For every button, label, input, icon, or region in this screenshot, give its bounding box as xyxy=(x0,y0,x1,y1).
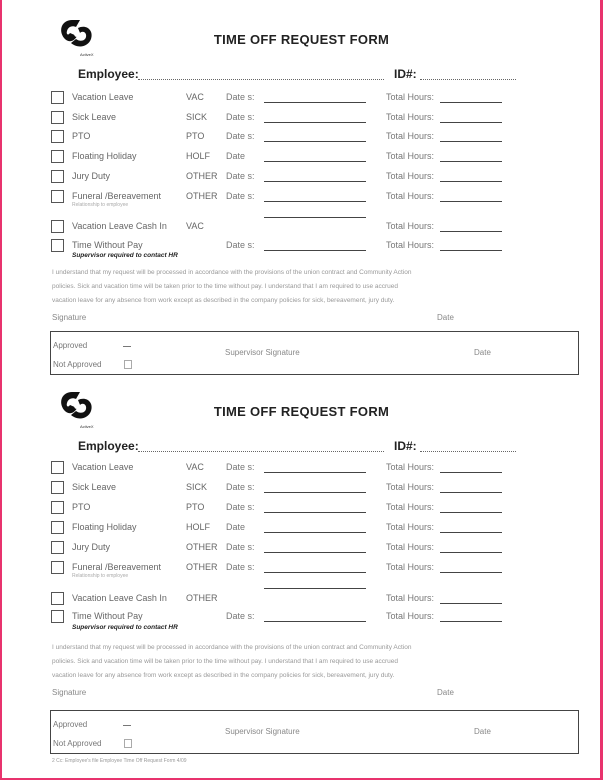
total-hours-field[interactable] xyxy=(440,552,502,553)
sick-checkbox[interactable] xyxy=(51,481,64,494)
not-approved-label: Not Approved xyxy=(53,360,102,369)
pto-checkbox[interactable] xyxy=(51,130,64,143)
dates-label: Date s: xyxy=(226,92,255,102)
jury-duty-checkbox[interactable] xyxy=(51,170,64,183)
footer-note: 2 Cc: Employee's file Employee Time Off Request Form 4/09 xyxy=(52,758,187,764)
leave-type-label: Vacation Leave xyxy=(72,462,134,472)
id-label: ID#: xyxy=(394,439,417,453)
funeral-checkbox[interactable] xyxy=(51,561,64,574)
id-field[interactable] xyxy=(420,451,516,452)
leave-row-funeral xyxy=(0,190,603,206)
supervisor-signature-label: Supervisor Signature xyxy=(225,727,300,736)
leave-row-sick xyxy=(0,481,603,497)
approval-box xyxy=(50,331,579,375)
approved-mark[interactable] xyxy=(123,725,131,726)
leave-code: PTO xyxy=(186,502,205,512)
dates-field-2[interactable] xyxy=(264,217,366,218)
policy-paragraph xyxy=(52,641,552,683)
dates-field[interactable] xyxy=(264,572,366,573)
dates-label: Date s: xyxy=(226,191,255,201)
policy-paragraph xyxy=(52,266,552,308)
leave-code: VAC xyxy=(186,221,204,231)
leave-code: PTO xyxy=(186,131,205,141)
total-hours-label: Total Hours: xyxy=(386,562,435,572)
approval-date-label: Date xyxy=(474,727,491,736)
leave-row-pto xyxy=(0,130,603,146)
dates-label: Date s: xyxy=(226,112,255,122)
approval-box xyxy=(50,710,579,754)
dates-label: Date s: xyxy=(226,131,255,141)
leave-code: OTHER xyxy=(186,191,218,201)
total-hours-field[interactable] xyxy=(440,621,502,622)
leave-row-floating-holiday xyxy=(0,521,603,537)
leave-code: SICK xyxy=(186,112,208,122)
employee-field[interactable] xyxy=(138,451,384,452)
leave-row-jury-duty xyxy=(0,541,603,557)
jury-duty-checkbox[interactable] xyxy=(51,541,64,554)
funeral-checkbox[interactable] xyxy=(51,190,64,203)
leave-code: VAC xyxy=(186,92,204,102)
dates-field[interactable] xyxy=(264,250,366,251)
approval-date-label: Date xyxy=(474,348,491,357)
leave-type-label: Floating Holiday xyxy=(72,522,137,532)
vacation-checkbox[interactable] xyxy=(51,461,64,474)
dates-label: Date s: xyxy=(226,611,255,621)
leave-row-vacation xyxy=(0,461,603,477)
leave-code: OTHER xyxy=(186,562,218,572)
total-hours-field[interactable] xyxy=(440,122,502,123)
total-hours-field[interactable] xyxy=(440,512,502,513)
total-hours-field[interactable] xyxy=(440,102,502,103)
dates-label: Date s: xyxy=(226,462,255,472)
dates-label: Date s: xyxy=(226,171,255,181)
leave-type-label: Time Without Pay xyxy=(72,240,143,250)
policy-line: policies. Sick and vacation time will be taken prior to the time without pay. I understand that I am required to use accrued xyxy=(52,658,399,665)
dates-field-2[interactable] xyxy=(264,588,366,589)
total-hours-label: Total Hours: xyxy=(386,542,435,552)
leave-type-label: Vacation Leave Cash In xyxy=(72,593,167,603)
leave-row-vacation xyxy=(0,91,603,107)
leave-type-label: Sick Leave xyxy=(72,482,117,492)
leave-type-label: Sick Leave xyxy=(72,112,117,122)
dates-field[interactable] xyxy=(264,552,366,553)
dates-field[interactable] xyxy=(264,621,366,622)
supervisor-note: Supervisor required to contact HR xyxy=(72,252,178,259)
leave-type-label: Jury Duty xyxy=(72,542,111,552)
form-title: TIME OFF REQUEST FORM xyxy=(213,404,390,419)
employee-label: Employee: xyxy=(78,67,139,81)
approved-label: Approved xyxy=(53,720,88,729)
dates-label: Date xyxy=(226,522,246,532)
signature-date-label: Date xyxy=(437,313,454,322)
dates-field[interactable] xyxy=(264,181,366,182)
policy-line: I understand that my request will be processed in accordance with the provisions of the union contract and Community Action xyxy=(52,644,412,651)
dates-field[interactable] xyxy=(264,472,366,473)
id-field[interactable] xyxy=(420,79,516,80)
total-hours-label: Total Hours: xyxy=(386,611,435,621)
sick-checkbox[interactable] xyxy=(51,111,64,124)
leave-row-funeral xyxy=(0,561,603,577)
total-hours-field[interactable] xyxy=(440,161,502,162)
cash-in-checkbox[interactable] xyxy=(51,220,64,233)
total-hours-field[interactable] xyxy=(440,492,502,493)
leave-row-pto xyxy=(0,501,603,517)
total-hours-label: Total Hours: xyxy=(386,462,435,472)
dates-field[interactable] xyxy=(264,201,366,202)
dates-field[interactable] xyxy=(264,122,366,123)
time-off-form-2 xyxy=(0,372,603,762)
dates-label: Date s: xyxy=(226,240,255,250)
approved-mark[interactable] xyxy=(123,346,131,347)
leave-type-label: Funeral /Bereavement xyxy=(72,562,162,572)
total-hours-label: Total Hours: xyxy=(386,240,435,250)
leave-code: HOLF xyxy=(186,151,211,161)
pto-checkbox[interactable] xyxy=(51,501,64,514)
vacation-checkbox[interactable] xyxy=(51,91,64,104)
logo-caption: ActiveX xyxy=(80,52,94,57)
leave-type-label: Vacation Leave Cash In xyxy=(72,221,167,231)
signature-date-label: Date xyxy=(437,688,454,697)
leave-code: HOLF xyxy=(186,522,211,532)
leave-row-cash-in xyxy=(0,220,603,236)
total-hours-label: Total Hours: xyxy=(386,502,435,512)
logo-caption: ActiveX xyxy=(80,424,94,429)
leave-code: OTHER xyxy=(186,171,218,181)
without-pay-checkbox[interactable] xyxy=(51,610,64,623)
leave-code: OTHER xyxy=(186,542,218,552)
leave-type-label: PTO xyxy=(72,502,91,512)
approved-label: Approved xyxy=(53,341,88,350)
not-approved-checkbox[interactable] xyxy=(124,360,132,369)
id-label: ID#: xyxy=(394,67,417,81)
floating-holiday-checkbox[interactable] xyxy=(51,150,64,163)
total-hours-label: Total Hours: xyxy=(386,112,435,122)
leave-type-label: PTO xyxy=(72,131,91,141)
supervisor-signature-label: Supervisor Signature xyxy=(225,348,300,357)
total-hours-label: Total Hours: xyxy=(386,522,435,532)
total-hours-field[interactable] xyxy=(440,181,502,182)
leave-row-sick xyxy=(0,111,603,127)
leave-type-label: Vacation Leave xyxy=(72,92,134,102)
dates-label: Date xyxy=(226,151,246,161)
dates-field[interactable] xyxy=(264,492,366,493)
total-hours-field[interactable] xyxy=(440,572,502,573)
total-hours-field[interactable] xyxy=(440,472,502,473)
dates-field[interactable] xyxy=(264,102,366,103)
total-hours-field[interactable] xyxy=(440,603,502,604)
dates-field[interactable] xyxy=(264,512,366,513)
not-approved-checkbox[interactable] xyxy=(124,739,132,748)
leave-type-label: Floating Holiday xyxy=(72,151,137,161)
dates-label: Date s: xyxy=(226,482,255,492)
form-title: TIME OFF REQUEST FORM xyxy=(213,32,390,47)
dates-label: Date s: xyxy=(226,562,255,572)
total-hours-field[interactable] xyxy=(440,231,502,232)
supervisor-note: Supervisor required to contact HR xyxy=(72,624,178,631)
relationship-hint: Relationship to employee xyxy=(72,573,129,579)
signature-label: Signature xyxy=(52,688,87,697)
leave-row-cash-in xyxy=(0,592,603,608)
leave-type-label: Funeral /Bereavement xyxy=(72,191,162,201)
total-hours-label: Total Hours: xyxy=(386,92,435,102)
leave-code: OTHER xyxy=(186,593,218,603)
dates-field[interactable] xyxy=(264,161,366,162)
employee-field[interactable] xyxy=(138,79,384,80)
total-hours-field[interactable] xyxy=(440,141,502,142)
total-hours-label: Total Hours: xyxy=(386,221,435,231)
total-hours-label: Total Hours: xyxy=(386,171,435,181)
signature-label: Signature xyxy=(52,313,87,322)
without-pay-checkbox[interactable] xyxy=(51,239,64,252)
policy-line: I understand that my request will be processed in accordance with the provisions of the union contract and Community Action xyxy=(52,269,412,276)
total-hours-field[interactable] xyxy=(440,201,502,202)
dates-label: Date s: xyxy=(226,542,255,552)
leave-code: SICK xyxy=(186,482,208,492)
dates-field[interactable] xyxy=(264,532,366,533)
leave-type-label: Jury Duty xyxy=(72,171,111,181)
total-hours-label: Total Hours: xyxy=(386,131,435,141)
total-hours-label: Total Hours: xyxy=(386,593,435,603)
total-hours-field[interactable] xyxy=(440,532,502,533)
total-hours-label: Total Hours: xyxy=(386,482,435,492)
leave-type-label: Time Without Pay xyxy=(72,611,143,621)
leave-code: VAC xyxy=(186,462,204,472)
total-hours-label: Total Hours: xyxy=(386,151,435,161)
policy-line: vacation leave for any absence from work except as described in the company policies for sick, bereavement, jury duty. xyxy=(52,297,395,304)
dates-label: Date s: xyxy=(226,502,255,512)
total-hours-label: Total Hours: xyxy=(386,191,435,201)
employee-label: Employee: xyxy=(78,439,139,453)
policy-line: vacation leave for any absence from work except as described in the company policies for sick, bereavement, jury duty. xyxy=(52,672,395,679)
leave-row-jury-duty xyxy=(0,170,603,186)
total-hours-field[interactable] xyxy=(440,250,502,251)
floating-holiday-checkbox[interactable] xyxy=(51,521,64,534)
dates-field[interactable] xyxy=(264,141,366,142)
policy-line: policies. Sick and vacation time will be taken prior to the time without pay. I understand that I am required to use accrued xyxy=(52,283,399,290)
cash-in-checkbox[interactable] xyxy=(51,592,64,605)
leave-row-floating-holiday xyxy=(0,150,603,166)
relationship-hint: Relationship to employee xyxy=(72,202,129,208)
not-approved-label: Not Approved xyxy=(53,739,102,748)
